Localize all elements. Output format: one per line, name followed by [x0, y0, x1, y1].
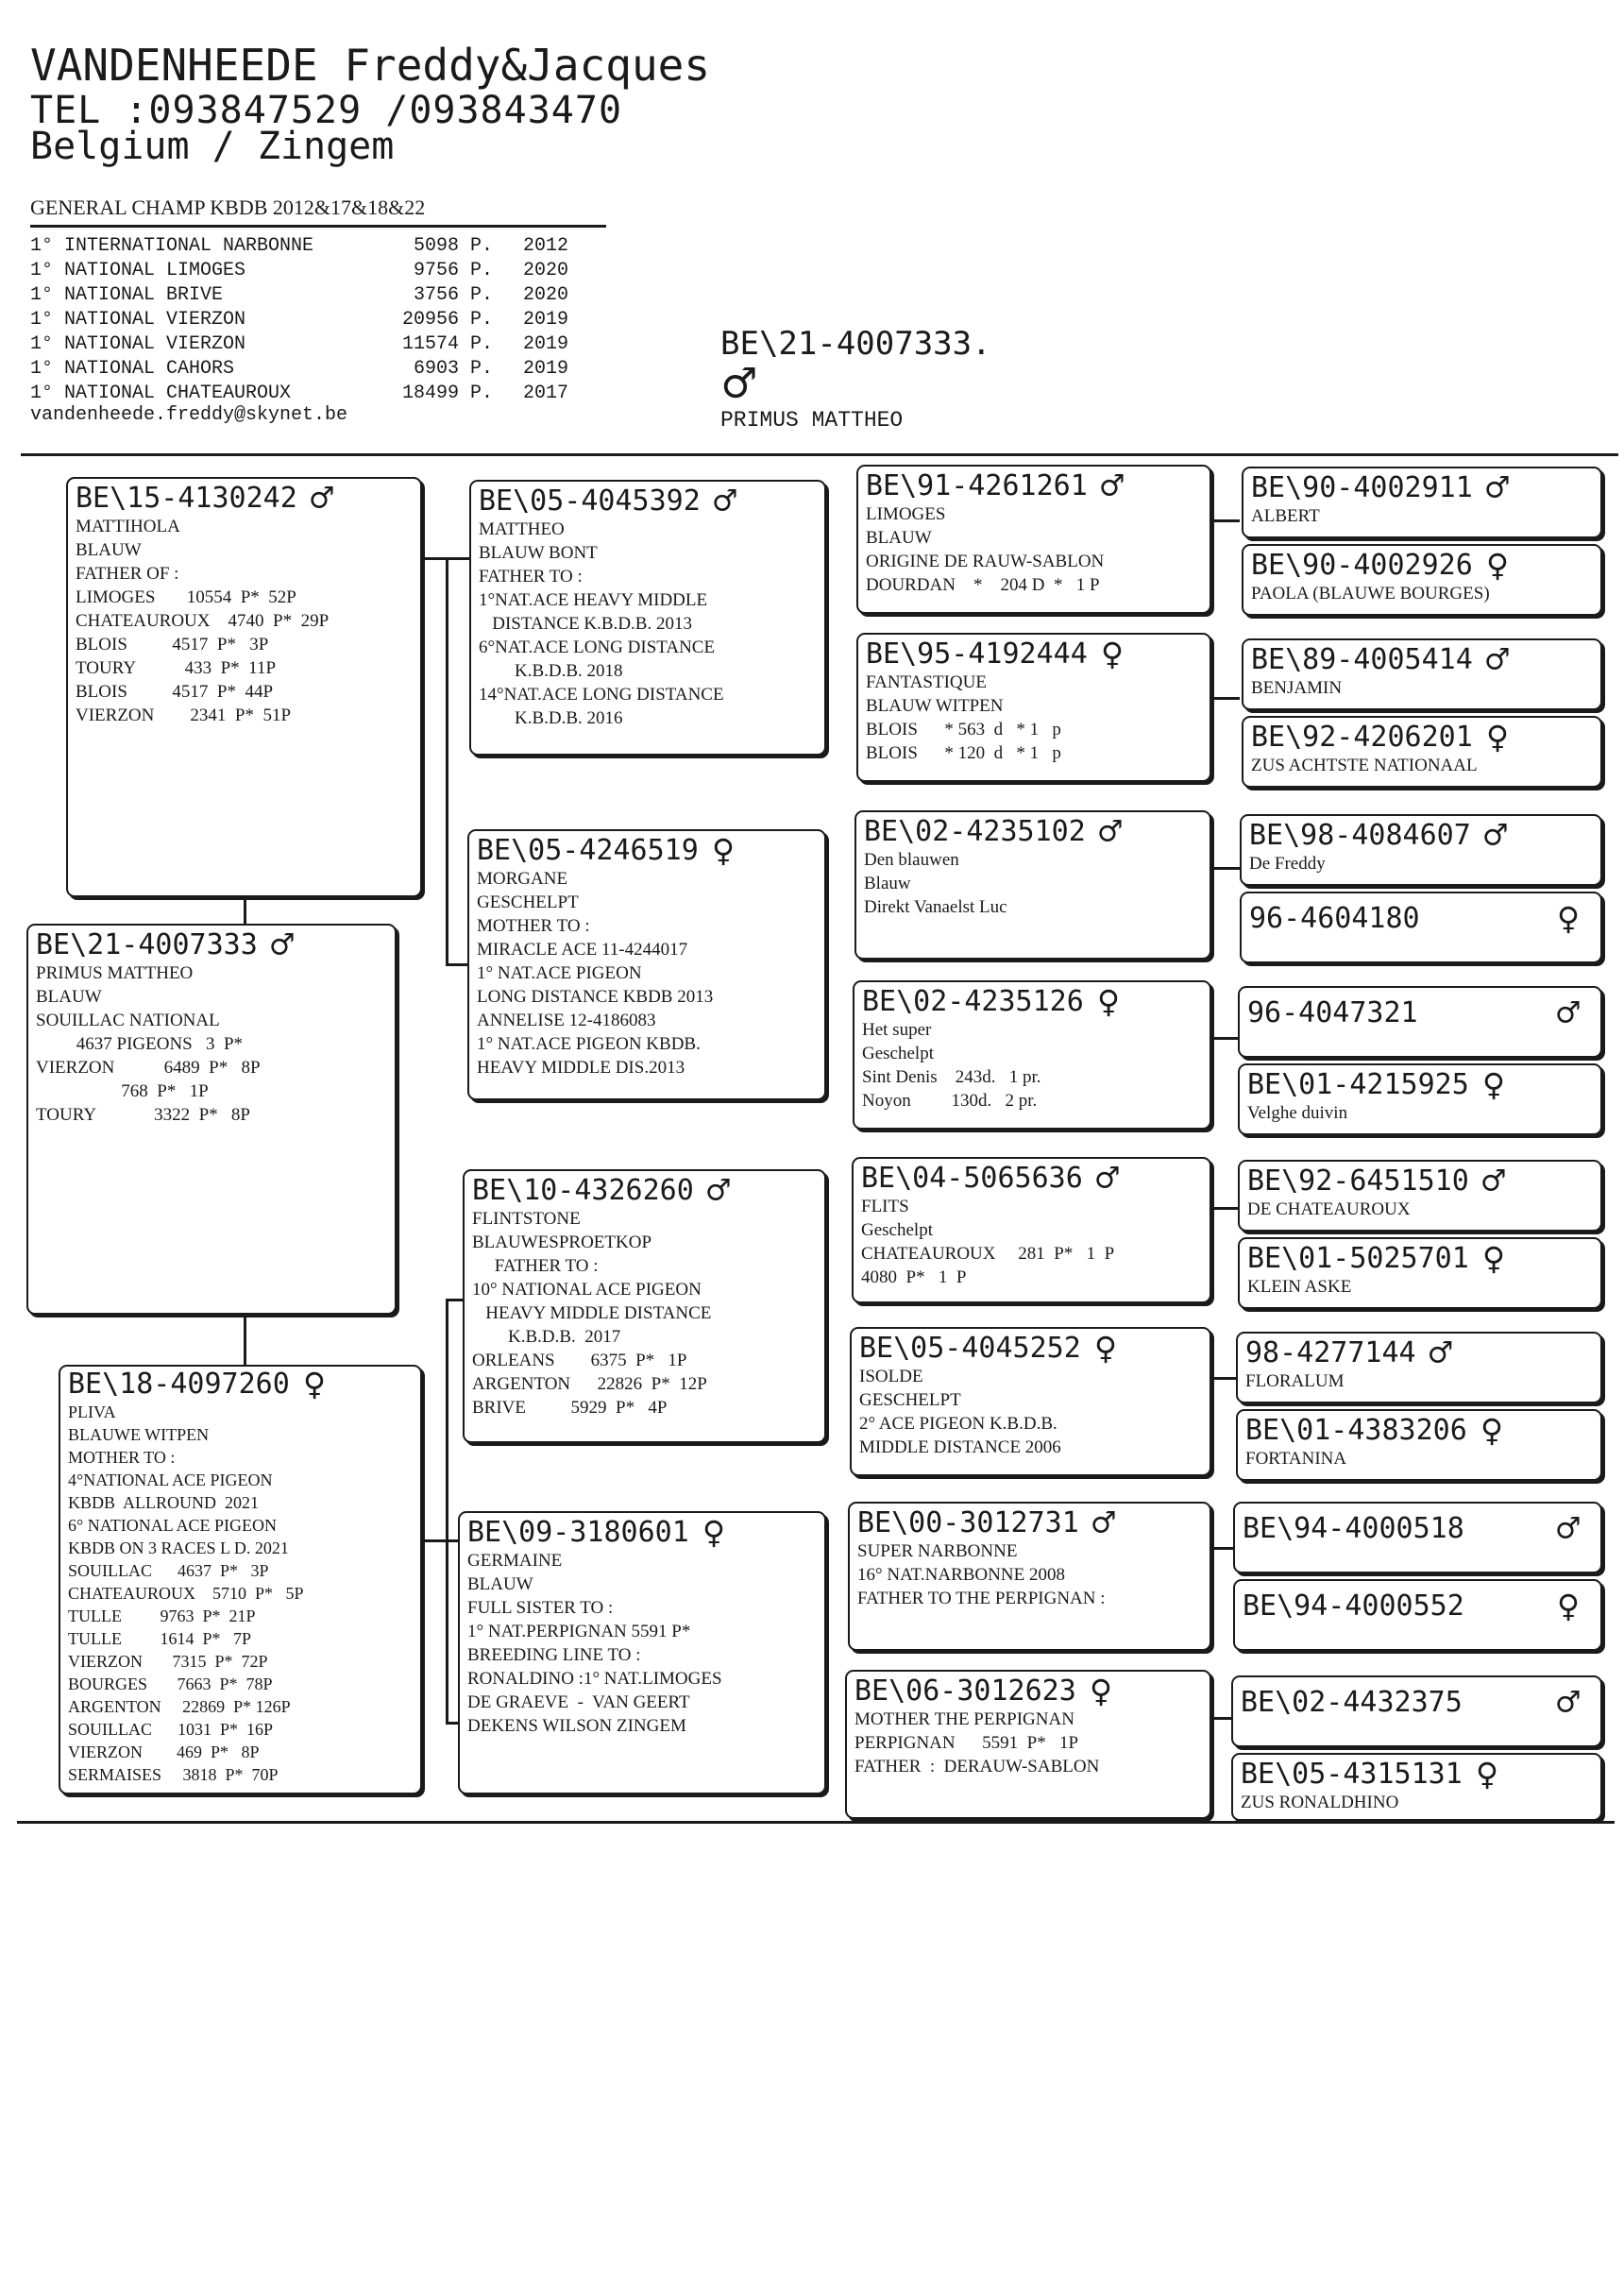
pedigree-line: 1° NAT.ACE PIGEON KBDB.	[477, 1034, 701, 1054]
pedigree-line: DEKENS WILSON ZINGEM	[467, 1716, 686, 1736]
male-symbol-icon: ♂	[1481, 1160, 1505, 1203]
pedigree-line: 1°NAT.ACE HEAVY MIDDLE	[479, 590, 708, 610]
pedigree-line: BLOIS * 120 d * 1 p	[866, 743, 1061, 763]
male-symbol-icon: ♂	[720, 360, 758, 408]
ring-number: BE\90-4002926	[1251, 549, 1473, 582]
pedigree-line: MORGANE	[477, 869, 568, 889]
pedigree-line: FANTASTIQUE	[866, 672, 987, 692]
pedigree-line: FATHER TO :	[479, 567, 583, 586]
pigeon-father	[66, 477, 422, 897]
pedigree-line: 2° ACE PIGEON K.B.D.B.	[859, 1414, 1057, 1434]
pedigree-line: ISOLDE	[859, 1367, 923, 1386]
connector-line	[244, 897, 246, 926]
pedigree-line: VIERZON 6489 P* 8P	[36, 1058, 261, 1078]
pigeon-gen4-1	[1242, 467, 1602, 538]
connector-line	[1211, 1207, 1240, 1210]
pedigree-line: K.B.D.B. 2017	[472, 1327, 621, 1347]
connector-line	[826, 1554, 829, 1747]
pedigree-line: SOUILLAC 4637 P* 3P	[68, 1561, 269, 1580]
ring-number: BE\04-5065636	[861, 1162, 1083, 1195]
female-symbol-icon: ♀	[1480, 1409, 1503, 1453]
pedigree-line: PRIMUS MATTHEO	[36, 963, 194, 983]
male-symbol-icon: ♂	[1556, 1681, 1580, 1725]
pedigree-line: DE GRAEVE - VAN GEERT	[467, 1692, 690, 1712]
pedigree-line: 4080 P* 1 P	[861, 1267, 967, 1287]
female-symbol-icon: ♀	[1481, 1237, 1505, 1281]
pedigree-line: VIERZON 469 P* 8P	[68, 1742, 260, 1761]
ring-number: BE\18-4097260	[68, 1368, 290, 1401]
pedigree-line: MOTHER THE PERPIGNAN	[854, 1709, 1074, 1729]
male-symbol-icon: ♂	[1429, 1332, 1452, 1375]
subject-ring-number: BE\21-4007333.	[720, 325, 991, 363]
male-symbol-icon: ♂	[1100, 465, 1124, 508]
male-symbol-icon: ♂	[706, 1169, 730, 1213]
connector-line	[446, 557, 448, 963]
pedigree-line: Geschelpt	[861, 1220, 933, 1240]
ring-number: BE\10-4326260	[472, 1174, 694, 1207]
pedigree-line: FLINTSTONE	[472, 1209, 581, 1229]
pedigree-line: 16° NAT.NARBONNE 2008	[857, 1565, 1065, 1585]
result-row: 1° INTERNATIONAL NARBONNE 5098 P. 2012	[30, 235, 568, 257]
pigeon-father-father	[469, 480, 826, 756]
pedigree-line: ARGENTON 22869 P* 126P	[68, 1697, 291, 1716]
pedigree-line: LIMOGES	[866, 504, 946, 524]
pedigree-line: MIRACLE ACE 11-4244017	[477, 940, 688, 960]
pedigree-line: Noyon 130d. 2 pr.	[862, 1091, 1038, 1111]
pedigree-line: TOURY 3322 P* 8P	[36, 1105, 250, 1125]
female-symbol-icon: ♀	[1556, 897, 1580, 941]
pedigree-line: LIMOGES 10554 P* 52P	[76, 587, 296, 607]
pedigree-line: HEAVY MIDDLE DIS.2013	[477, 1058, 685, 1078]
pedigree-line: DE CHATEAUROUX	[1247, 1199, 1411, 1219]
pedigree-line: Velghe duivin	[1247, 1103, 1348, 1123]
pedigree-line: MOTHER TO :	[477, 916, 590, 936]
pedigree-line: ZUS RONALDHINO	[1241, 1793, 1399, 1812]
pedigree-line: BLAUW	[76, 540, 142, 560]
male-symbol-icon: ♂	[1091, 1502, 1115, 1545]
ring-number: BE\98-4084607	[1249, 819, 1471, 852]
pedigree-line: SUPER NARBONNE	[857, 1541, 1018, 1561]
pedigree-line: K.B.D.B. 2016	[479, 708, 623, 728]
pigeon-mother	[59, 1365, 422, 1794]
female-symbol-icon: ♀	[702, 1511, 725, 1555]
pedigree-line: MIDDLE DISTANCE 2006	[859, 1437, 1061, 1457]
pigeon-mother-mother	[458, 1511, 826, 1794]
pedigree-line: ZUS ACHTSTE NATIONAAL	[1251, 756, 1478, 775]
pigeon-gen4-6	[1240, 892, 1602, 963]
pigeon-gen4-16	[1231, 1753, 1602, 1821]
pigeon-gen4-14	[1233, 1579, 1602, 1651]
pigeon-gen4-10	[1238, 1237, 1602, 1309]
pedigree-line: BOURGES 7663 P* 78P	[68, 1674, 273, 1693]
pedigree-line: FATHER TO THE PERPIGNAN :	[857, 1589, 1106, 1608]
female-symbol-icon: ♀	[302, 1365, 326, 1406]
pedigree-line: 6° NATIONAL ACE PIGEON	[68, 1516, 278, 1535]
pedigree-line: MATTHEO	[479, 519, 565, 539]
pedigree-line: KLEIN ASKE	[1247, 1277, 1352, 1297]
ring-number: BE\09-3180601	[467, 1516, 689, 1549]
result-row: 1° NATIONAL VIERZON 20956 P. 2019	[30, 309, 568, 331]
ring-number: BE\90-4002911	[1251, 471, 1473, 504]
pedigree-line: 1° NAT.PERPIGNAN 5591 P*	[467, 1622, 691, 1641]
pigeon-gen3-4	[853, 980, 1211, 1130]
ring-number: BE\91-4261261	[866, 469, 1088, 502]
female-symbol-icon: ♀	[1481, 1063, 1505, 1107]
pedigree-line: LONG DISTANCE KBDB 2013	[477, 987, 714, 1007]
pedigree-line: HEAVY MIDDLE DISTANCE	[472, 1303, 712, 1323]
pedigree-line: 4637 PIGEONS 3 P*	[36, 1034, 244, 1054]
connector-line	[244, 1313, 246, 1365]
female-symbol-icon: ♀	[1093, 1327, 1117, 1370]
female-symbol-icon: ♀	[1096, 980, 1120, 1024]
pedigree-line: ARGENTON 22826 P* 12P	[472, 1374, 707, 1394]
pedigree-line: 10° NATIONAL ACE PIGEON	[472, 1280, 702, 1300]
pedigree-line: Direkt Vanaelst Luc	[864, 897, 1007, 917]
ring-number: BE\05-4045392	[479, 484, 701, 518]
ring-number: BE\01-4383206	[1245, 1414, 1467, 1447]
pedigree-line: MATTIHOLA	[76, 517, 180, 536]
pedigree-line: FLORALUM	[1245, 1371, 1345, 1391]
pigeon-main	[26, 924, 397, 1315]
pedigree-line: Sint Denis 243d. 1 pr.	[862, 1067, 1041, 1087]
results-list	[30, 234, 568, 406]
location: Belgium / Zingem	[30, 125, 395, 168]
female-symbol-icon: ♀	[1556, 1585, 1580, 1628]
pedigree-line: DOURDAN * 204 D * 1 P	[866, 575, 1100, 595]
pedigree-line: BLOIS 4517 P* 3P	[76, 635, 269, 654]
pedigree-line: BLAUWESPROETKOP	[472, 1232, 652, 1252]
connector-line	[1211, 697, 1240, 700]
ring-number: BE\02-4235126	[862, 985, 1084, 1018]
pedigree-line: DISTANCE K.B.D.B. 2013	[479, 614, 692, 634]
pedigree-line: CHATEAUROUX 281 P* 1 P	[861, 1244, 1115, 1264]
pedigree-line: VIERZON 7315 P* 72P	[68, 1652, 268, 1671]
pedigree-line: RONALDINO :1° NAT.LIMOGES	[467, 1669, 722, 1689]
pedigree-line: GERMAINE	[467, 1551, 563, 1571]
male-symbol-icon: ♂	[310, 477, 333, 520]
ring-number: BE\89-4005414	[1251, 643, 1473, 676]
pigeon-gen3-7	[848, 1502, 1211, 1651]
pedigree-line: 14°NAT.ACE LONG DISTANCE	[479, 685, 724, 705]
ring-number: BE\15-4130242	[76, 482, 297, 515]
pigeon-gen3-3	[854, 810, 1211, 960]
pedigree-line: 768 P* 1P	[36, 1081, 209, 1101]
ring-number: BE\92-4206201	[1251, 721, 1473, 754]
pedigree-line: SOUILLAC 1031 P* 16P	[68, 1720, 274, 1739]
pigeon-gen4-3	[1242, 638, 1602, 710]
ring-number: BE\06-3012623	[854, 1674, 1076, 1708]
pedigree-line: TULLE 9763 P* 21P	[68, 1606, 256, 1625]
ring-number: BE\92-6451510	[1247, 1164, 1469, 1198]
ring-number: BE\02-4432375	[1241, 1686, 1463, 1719]
divider-top	[21, 453, 1618, 456]
male-symbol-icon: ♂	[1098, 810, 1122, 854]
pedigree-line: ORLEANS 6375 P* 1P	[472, 1351, 687, 1370]
pedigree-line: FULL SISTER TO :	[467, 1598, 614, 1618]
connector-line	[1211, 867, 1240, 870]
pedigree-line: 1° NAT.ACE PIGEON	[477, 963, 642, 983]
pedigree-line: BENJAMIN	[1251, 678, 1343, 698]
ring-number: 96-4604180	[1249, 902, 1420, 935]
pigeon-gen3-6	[850, 1327, 1211, 1476]
pedigree-line: Geschelpt	[862, 1044, 934, 1063]
male-symbol-icon: ♂	[270, 924, 294, 967]
female-symbol-icon: ♀	[711, 829, 735, 873]
pedigree-line: FATHER : DERAUW-SABLON	[854, 1757, 1100, 1776]
connector-line	[446, 963, 469, 966]
ring-number: BE\94-4000552	[1243, 1590, 1464, 1623]
connector-line	[826, 878, 829, 1062]
pedigree-line: BLAUW BONT	[479, 543, 598, 563]
female-symbol-icon: ♀	[1089, 1670, 1112, 1713]
pedigree-line: BLAUWE WITPEN	[68, 1425, 210, 1444]
pigeon-gen4-9	[1238, 1160, 1602, 1232]
ring-number: BE\01-4215925	[1247, 1068, 1469, 1101]
male-symbol-icon: ♂	[1483, 814, 1507, 858]
breeder-name: VANDENHEEDE Freddy&Jacques	[30, 40, 711, 91]
pigeon-gen3-5	[852, 1157, 1211, 1303]
ring-number: BE\05-4045252	[859, 1332, 1081, 1365]
pedigree-line: GESCHELPT	[477, 892, 579, 912]
result-row: 1° NATIONAL CHATEAUROUX 18499 P. 2017	[30, 382, 568, 404]
telephone: TEL :093847529 /093843470	[30, 89, 623, 132]
pedigree-line: K.B.D.B. 2018	[479, 661, 623, 681]
ring-number: 96-4047321	[1247, 996, 1418, 1029]
ring-number: BE\05-4315131	[1241, 1758, 1463, 1791]
pedigree-line: FATHER OF :	[76, 564, 179, 584]
pedigree-line: Het super	[862, 1020, 932, 1040]
pedigree-line: FLITS	[861, 1197, 909, 1216]
pedigree-line: KBDB ON 3 RACES L D. 2021	[68, 1538, 289, 1557]
pigeon-gen4-11	[1236, 1332, 1602, 1403]
result-row: 1° NATIONAL CAHORS 6903 P. 2019	[30, 358, 568, 380]
pedigree-line: ORIGINE DE RAUW-SABLON	[866, 552, 1105, 571]
ring-number: BE\00-3012731	[857, 1506, 1079, 1539]
connector-line	[446, 1299, 448, 1724]
pedigree-line: PLIVA	[68, 1402, 116, 1421]
male-symbol-icon: ♂	[1485, 467, 1509, 510]
result-row: 1° NATIONAL LIMOGES 9756 P. 2020	[30, 260, 568, 281]
male-symbol-icon: ♂	[713, 480, 736, 523]
pedigree-line: 4°NATIONAL ACE PIGEON	[68, 1470, 273, 1489]
female-symbol-icon: ♀	[1475, 1753, 1498, 1796]
connector-line	[826, 1218, 829, 1402]
pedigree-line: BLAUW	[36, 987, 102, 1007]
pedigree-line: ALBERT	[1251, 506, 1320, 526]
pigeon-gen4-15	[1231, 1675, 1602, 1747]
pedigree-line: MOTHER TO :	[68, 1448, 176, 1467]
pedigree-line: BRIVE 5929 P* 4P	[472, 1398, 668, 1418]
pedigree-line: BLAUW	[467, 1574, 533, 1594]
pigeon-mother-father	[463, 1169, 826, 1443]
pedigree-line: 6°NAT.ACE LONG DISTANCE	[479, 638, 716, 657]
pigeon-father-mother	[467, 829, 826, 1100]
pedigree-line: PAOLA (BLAUWE BOURGES)	[1251, 584, 1490, 604]
pedigree-line: BREEDING LINE TO :	[467, 1645, 641, 1665]
pigeon-gen3-8	[845, 1670, 1211, 1819]
pedigree-line: CHATEAUROUX 4740 P* 29P	[76, 611, 330, 631]
pedigree-line: BLOIS * 563 d * 1 p	[866, 720, 1061, 740]
male-symbol-icon: ♂	[1556, 992, 1580, 1035]
divider-bottom	[17, 1821, 1615, 1824]
connector-line	[1211, 1037, 1240, 1040]
pedigree-line: KBDB ALLROUND 2021	[68, 1493, 260, 1512]
pedigree-line: De Freddy	[1249, 854, 1326, 874]
general-champ-title: GENERAL CHAMP KBDB 2012&17&18&22	[30, 196, 606, 228]
pedigree-line: Den blauwen	[864, 850, 959, 870]
pedigree-line: SERMAISES 3818 P* 70P	[68, 1765, 279, 1784]
pedigree-line: BLOIS 4517 P* 44P	[76, 682, 274, 702]
male-symbol-icon: ♂	[1095, 1157, 1119, 1200]
ring-number: BE\21-4007333	[36, 928, 258, 961]
male-symbol-icon: ♂	[1485, 638, 1509, 682]
female-symbol-icon: ♀	[1485, 544, 1509, 587]
pedigree-line: PERPIGNAN 5591 P* 1P	[854, 1733, 1079, 1753]
pedigree-line: FORTANINA	[1245, 1449, 1347, 1469]
ring-number: BE\01-5025701	[1247, 1242, 1469, 1275]
ring-number: 98-4277144	[1245, 1336, 1416, 1369]
pedigree-line: FATHER TO :	[472, 1256, 599, 1276]
female-symbol-icon: ♀	[1100, 633, 1124, 676]
female-symbol-icon: ♀	[1485, 716, 1509, 759]
ring-number: BE\95-4192444	[866, 638, 1088, 671]
pedigree-line: Blauw	[864, 874, 911, 893]
pigeon-gen4-7	[1238, 986, 1602, 1058]
ring-number: BE\05-4246519	[477, 834, 699, 867]
pigeon-gen4-13	[1233, 1502, 1602, 1573]
pigeon-gen3-2	[856, 633, 1211, 782]
pedigree-line: ANNELISE 12-4186083	[477, 1011, 656, 1030]
pedigree-line: GESCHELPT	[859, 1390, 961, 1410]
result-row: 1° NATIONAL BRIVE 3756 P. 2020	[30, 284, 568, 306]
pigeon-gen4-2	[1242, 544, 1602, 616]
pedigree-line: CHATEAUROUX 5710 P* 5P	[68, 1584, 304, 1603]
result-row: 1° NATIONAL VIERZON 11574 P. 2019	[30, 333, 568, 355]
pedigree-line: BLAUW	[866, 528, 932, 548]
connector-line	[1211, 519, 1240, 522]
pigeon-gen4-5	[1240, 814, 1602, 886]
pedigree-line: BLAUW WITPEN	[866, 696, 1004, 716]
pedigree-line: VIERZON 2341 P* 51P	[76, 706, 292, 725]
ring-number: BE\02-4235102	[864, 815, 1086, 848]
subject-name: PRIMUS MATTHEO	[720, 408, 904, 433]
pigeon-gen4-8	[1238, 1063, 1602, 1135]
pedigree-line: SOUILLAC NATIONAL	[36, 1011, 220, 1030]
pedigree-line: TULLE 1614 P* 7P	[68, 1629, 252, 1648]
male-symbol-icon: ♂	[1556, 1507, 1580, 1551]
pigeon-gen4-12	[1236, 1409, 1602, 1481]
pedigree-line: TOURY 433 P* 11P	[76, 658, 277, 678]
pigeon-gen4-4	[1242, 716, 1602, 788]
ring-number: BE\94-4000518	[1243, 1512, 1464, 1545]
email-address: vandenheede.freddy@skynet.be	[30, 404, 348, 426]
pigeon-gen3-1	[856, 465, 1211, 614]
connector-line	[826, 538, 829, 727]
